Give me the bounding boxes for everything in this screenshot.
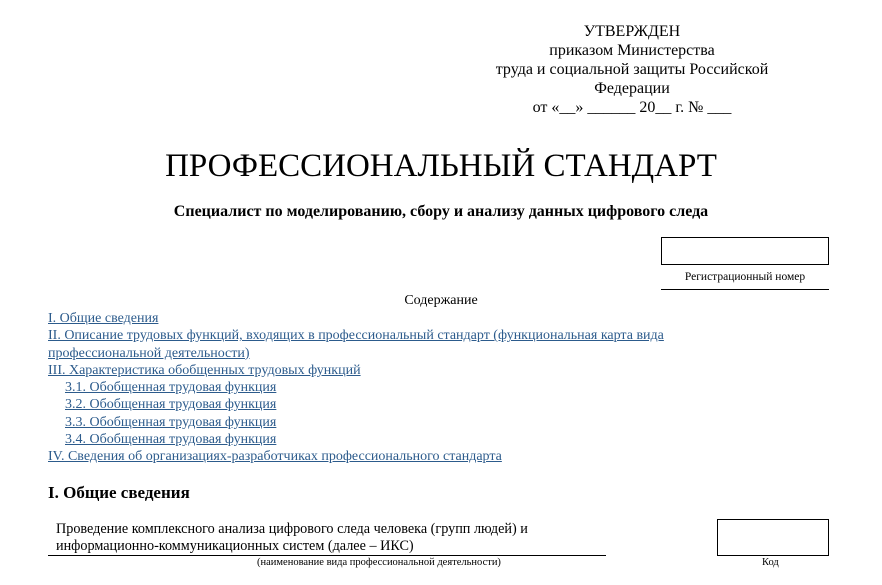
activity-caption: (наименование вида профессиональной деятельности) (257, 557, 501, 568)
approval-line: труда и социальной защиты Российской (495, 61, 769, 78)
table-of-contents (48, 310, 848, 466)
toc-link-function-3-4[interactable]: 3.4. Обобщенная трудовая функция (65, 432, 277, 448)
approval-line: УТВЕРЖДЕН (583, 23, 681, 40)
toc-link-functional-map[interactable]: II. Описание трудовых функций, входящих в профессиональный стандарт (функциональная карта вида (48, 328, 664, 344)
approval-line: приказом Министерства (549, 42, 715, 59)
activity-name (56, 521, 616, 555)
toc-link-function-3-2[interactable]: 3.2. Обобщенная трудовая функция (65, 397, 277, 413)
divider (48, 555, 606, 556)
toc-link-general-info[interactable]: I. Общие сведения (48, 311, 159, 326)
activity-name-line: Проведение комплексного анализа цифрового следа человека (групп людей) и (56, 521, 528, 537)
code-caption: Код (762, 557, 779, 568)
toc-link-function-3-1[interactable]: 3.1. Обобщенная трудовая функция (65, 380, 277, 396)
code-box (717, 519, 829, 556)
registration-number-label: Регистрационный номер (684, 271, 806, 283)
toc-link-functional-map-cont[interactable]: профессиональной деятельности) (48, 345, 250, 361)
contents-heading: Содержание (404, 293, 478, 308)
toc-link-function-3-3[interactable]: 3.3. Обобщенная трудовая функция (65, 414, 277, 430)
registration-number-box (661, 237, 829, 265)
document-title: ПРОФЕССИОНАЛЬНЫЙ СТАНДАРТ (165, 148, 717, 184)
document-subtitle: Специалист по моделированию, сбору и анализу данных цифрового следа (173, 203, 709, 220)
section-heading: I. Общие сведения (48, 483, 190, 502)
divider (661, 289, 829, 290)
toc-link-developers[interactable]: IV. Сведения об организациях-разработчиках профессионального стандарта (48, 449, 502, 465)
approval-line: Федерации (594, 80, 670, 97)
activity-name-line: информационно-коммуникационных систем (далее – ИКС) (56, 538, 414, 554)
approval-line: от «__» ______ 20__ г. № ___ (532, 99, 732, 116)
approval-block (462, 22, 802, 117)
toc-link-generalized-functions[interactable]: III. Характеристика обобщенных трудовых функций (48, 362, 361, 378)
